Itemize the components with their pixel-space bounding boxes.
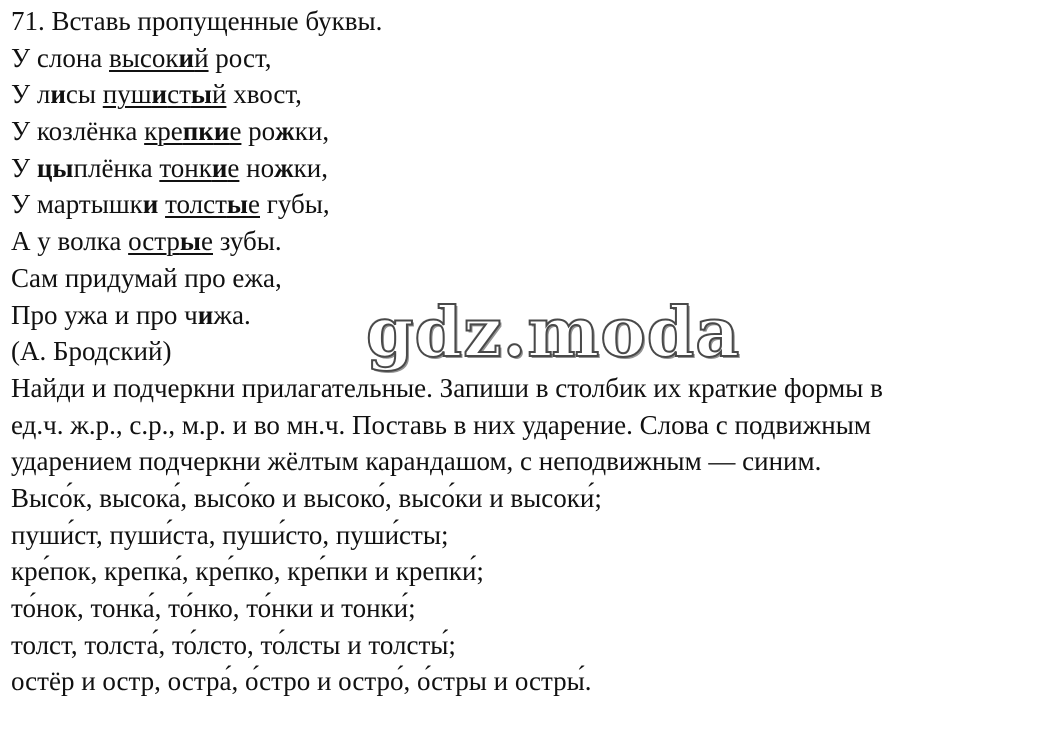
word-part: тонк bbox=[159, 152, 212, 183]
underlined-adjective bbox=[128, 226, 213, 256]
instruction-line-3: ударением подчеркни жёлтым карандашом, с неподвижным — синим. bbox=[11, 446, 822, 477]
poem-text: хвост, bbox=[226, 79, 302, 110]
poem-text: У л bbox=[11, 79, 51, 110]
answer-line-5: толст, толста́, то́лсто, то́лсты и толсты́; bbox=[11, 629, 456, 660]
inserted-letter: ж bbox=[275, 116, 295, 147]
poem-text: У слона bbox=[11, 42, 110, 73]
poem-line-6 bbox=[11, 223, 1056, 260]
word-part: е bbox=[229, 116, 242, 147]
poem-text: губы, bbox=[260, 189, 330, 220]
answer-line-6: остёр и остр, остра́, о́стро и остро́, о́стры и остры́. bbox=[11, 666, 592, 697]
poem-text: жа. bbox=[213, 299, 251, 330]
poem-text: зубы. bbox=[213, 226, 282, 257]
poem-line-8 bbox=[11, 297, 1056, 334]
poem-line-4 bbox=[11, 150, 1056, 187]
instruction-line-2: ед.ч. ж.р., с.р., м.р. и во мн.ч. Поставь в них ударение. Слова с подвижным bbox=[11, 409, 871, 440]
inserted-letter: и bbox=[178, 42, 195, 73]
inserted-letter: и bbox=[142, 189, 159, 220]
poem-text: но bbox=[239, 152, 275, 183]
underlined-adjective bbox=[159, 153, 239, 183]
instruction-line-1: Найди и подчеркни прилагательные. Запиши в столбик их краткие формы в bbox=[11, 372, 883, 403]
underlined-adjective bbox=[144, 116, 241, 146]
poem-text: ро bbox=[241, 116, 276, 147]
underlined-adjective bbox=[165, 189, 260, 219]
inserted-letter: и bbox=[151, 79, 168, 110]
poem-line-5 bbox=[11, 186, 1056, 223]
inserted-letter: ы bbox=[190, 79, 212, 110]
word-part: толст bbox=[165, 189, 227, 220]
word-part: е bbox=[201, 226, 213, 257]
inserted-letter: ж bbox=[274, 152, 294, 183]
inserted-letter: пк bbox=[182, 116, 214, 147]
poem-text: У козлёнка bbox=[11, 116, 145, 147]
word-part: ст bbox=[167, 79, 191, 110]
word-part: й bbox=[211, 79, 227, 110]
answer-line-2: пуши́ст, пуши́ста, пуши́сто, пуши́сты; bbox=[11, 519, 449, 550]
inserted-letter: и bbox=[50, 79, 66, 110]
task-header: 71. Вставь пропущенные буквы. bbox=[11, 6, 383, 36]
word-part: е bbox=[227, 152, 240, 183]
poem-text: сы bbox=[65, 79, 103, 110]
poem-line-7: Сам придумай про ежа, bbox=[11, 262, 282, 293]
document-body bbox=[11, 3, 1056, 700]
poem-text: ки, bbox=[294, 116, 330, 147]
word-part: остр bbox=[128, 226, 180, 257]
word-part: е bbox=[248, 189, 260, 220]
inserted-letter: и bbox=[211, 152, 228, 183]
poem-author: (А. Бродский) bbox=[11, 336, 172, 367]
answer-line-3: кре́пок, крепка́, кре́пко, кре́пки и крепки́; bbox=[11, 556, 484, 587]
inserted-letter: и bbox=[197, 299, 214, 330]
answer-line-1: Высо́к, высока́, высо́ко и высоко́, высо́ки и высоки́; bbox=[11, 482, 602, 513]
poem-line-3 bbox=[11, 113, 1056, 150]
word-part: пуш bbox=[102, 79, 152, 110]
answer-line-4: то́нок, тонка́, то́нко, то́нки и тонки́; bbox=[11, 593, 416, 623]
poem-text: плёнка bbox=[73, 152, 160, 183]
underlined-adjective bbox=[103, 79, 227, 109]
poem-text: У мартышк bbox=[11, 189, 143, 220]
poem-text: ки, bbox=[293, 152, 328, 183]
watermark-logo: gdz.moda bbox=[366, 293, 741, 373]
inserted-letter: ы bbox=[179, 226, 202, 257]
poem-text: А у волка bbox=[11, 226, 129, 257]
word-part: й bbox=[194, 42, 209, 73]
inserted-letter: и bbox=[213, 116, 230, 147]
poem-text: У bbox=[11, 152, 37, 183]
inserted-letter: цы bbox=[36, 152, 74, 183]
word-part: высок bbox=[109, 42, 179, 73]
poem-text: рост, bbox=[208, 42, 272, 73]
underlined-adjective bbox=[109, 43, 209, 73]
poem-line-2 bbox=[11, 76, 1056, 113]
poem-text: Про ужа и про ч bbox=[11, 299, 198, 330]
word-part: кре bbox=[144, 116, 183, 147]
poem-line-1 bbox=[11, 40, 1056, 77]
inserted-letter: ы bbox=[226, 189, 249, 220]
